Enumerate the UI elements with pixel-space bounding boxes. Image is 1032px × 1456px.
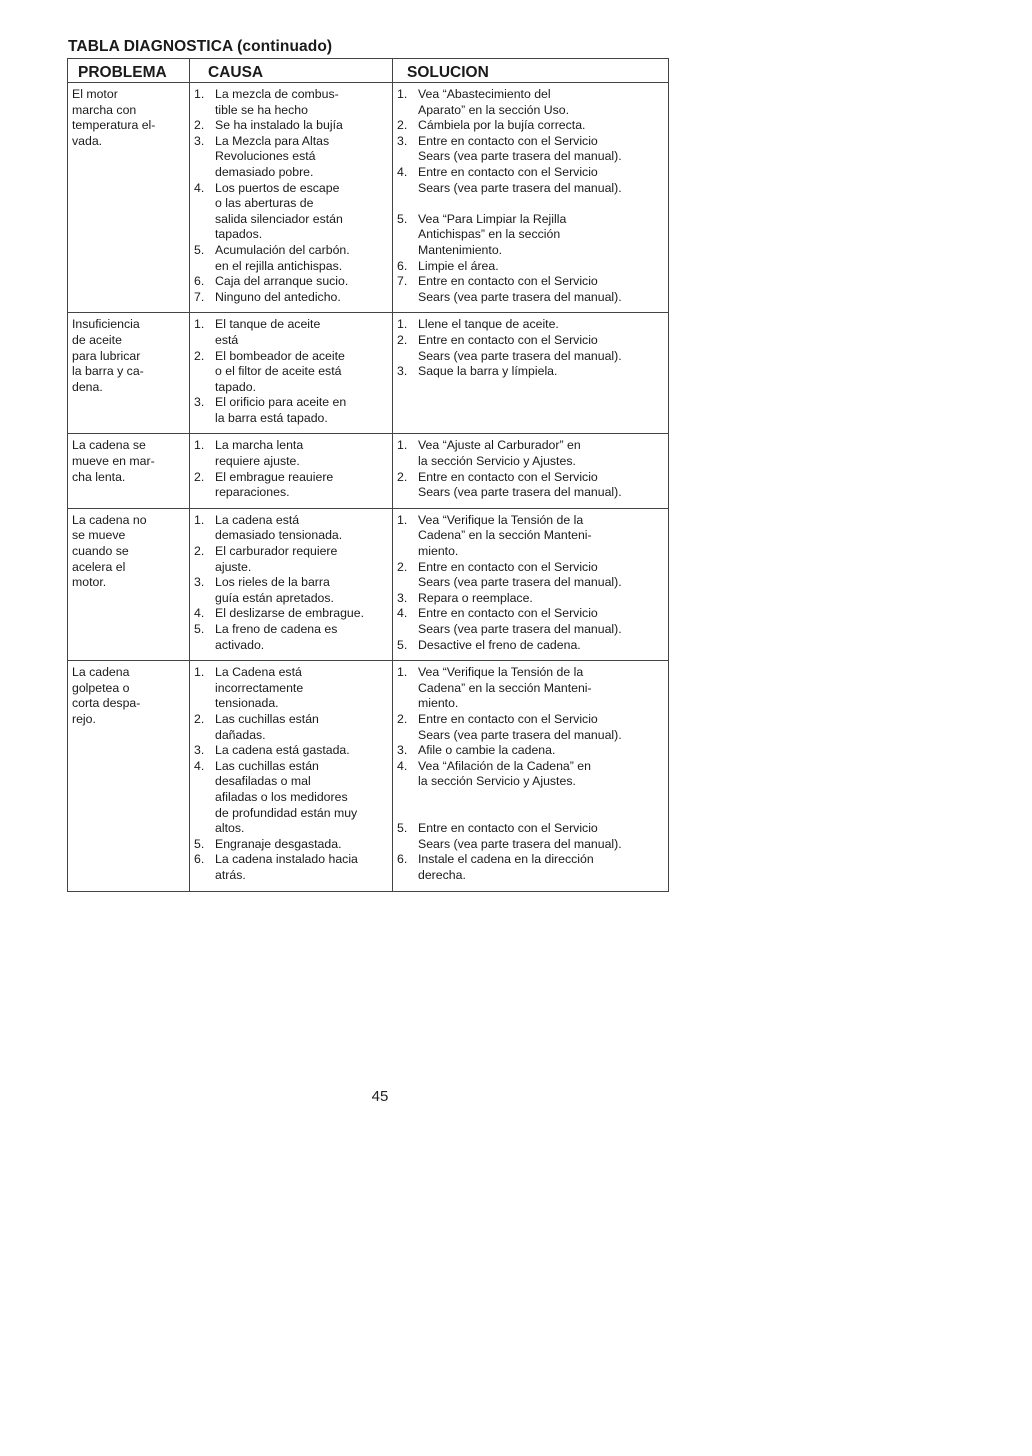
item-number: 1. — [194, 665, 205, 680]
solution-item — [397, 274, 665, 305]
item-number: 2. — [397, 118, 408, 133]
solution-item — [397, 438, 665, 469]
table-row — [68, 661, 669, 891]
item-text: Entre en contacto con el Servicio Sears (vea parte trasera del manual). — [418, 274, 622, 304]
item-text: Saque la barra y límpiela. — [418, 364, 558, 379]
item-number: 2. — [194, 118, 205, 133]
item-text: La cadena instalado hacia atrás. — [215, 852, 358, 882]
cause-list — [194, 513, 389, 653]
item-text: El deslizarse de embrague. — [215, 606, 365, 621]
solution-item — [397, 212, 665, 259]
cause-item — [194, 513, 389, 544]
item-text: La Cadena está incorrectamente tensionada. — [215, 665, 304, 711]
solution-item — [397, 134, 665, 165]
item-number: 1. — [397, 438, 408, 453]
solution-item — [397, 712, 665, 743]
item-number: 2. — [194, 544, 205, 559]
solution-item — [397, 259, 665, 275]
item-text: Vea “Verifique la Tensión de la Cadena” en la sección Manteni- miento. — [418, 512, 592, 559]
cause-item — [194, 118, 389, 134]
item-text: Desactive el freno de cadena. — [418, 637, 581, 652]
solution-list — [397, 317, 665, 379]
item-number: 1. — [397, 87, 408, 101]
solution-item — [397, 333, 665, 364]
table-body — [68, 83, 669, 892]
cause-item — [194, 87, 389, 118]
solution-cell — [393, 313, 669, 434]
cause-item — [194, 395, 389, 426]
item-number: 4. — [397, 758, 408, 773]
item-number: 1. — [194, 87, 205, 101]
page-number: 45 — [371, 1088, 389, 1105]
cause-item — [194, 622, 389, 653]
cause-cell — [190, 508, 393, 660]
item-number: 3. — [194, 743, 205, 758]
item-text: El bombeador de aceite o el filtor de aceite está tapado. — [215, 348, 345, 394]
item-text: Repara o reemplace. — [418, 590, 533, 605]
item-text: La Mezcla para Altas Revoluciones está demasiado pobre. — [215, 133, 330, 179]
item-number: 7. — [397, 274, 408, 289]
item-text: Vea “Ajuste al Carburador” en la sección Servicio y Ajustes. — [418, 438, 581, 469]
solution-item — [397, 87, 665, 118]
item-text: La cadena está demasiado tensionada. — [215, 512, 343, 543]
solution-item — [397, 591, 665, 607]
solution-item — [397, 638, 665, 654]
problem-cell: La cadena golpetea o corta despa- rejo. — [68, 661, 190, 891]
item-number: 3. — [397, 133, 408, 148]
item-text: Entre en contacto con el Servicio Sears (vea parte trasera del manual). — [418, 711, 622, 742]
problem-cell: La cadena no se mueve cuando se acelera el motor. — [68, 508, 190, 660]
solution-cell — [393, 83, 669, 313]
item-text: La mezcla de combus- tible se ha hecho — [215, 87, 339, 117]
item-text: Cámbiela por la bujía correcta. — [418, 118, 586, 133]
cause-item — [194, 470, 389, 501]
item-text: Entre en contacto con el Servicio Sears (vea parte trasera del manual). — [418, 332, 622, 363]
item-number: 3. — [194, 575, 205, 590]
item-text: El carburador requiere ajuste. — [215, 544, 338, 574]
cause-item — [194, 759, 389, 837]
solution-list — [397, 513, 665, 653]
solution-cell — [393, 508, 669, 660]
item-number: 1. — [397, 317, 408, 332]
item-number: 3. — [194, 395, 205, 410]
item-number: 5. — [194, 242, 205, 257]
item-number: 2. — [397, 559, 408, 574]
item-number: 5. — [194, 836, 205, 851]
item-text: Se ha instalado la bujía — [215, 118, 343, 133]
cause-item — [194, 606, 389, 622]
cause-cell — [190, 83, 393, 313]
cause-item — [194, 544, 389, 575]
item-number: 1. — [194, 317, 205, 332]
item-number: 6. — [397, 852, 408, 867]
item-number: 2. — [397, 469, 408, 484]
item-number: 5. — [397, 821, 408, 836]
solution-list — [397, 665, 665, 883]
item-number: 1. — [194, 438, 205, 453]
solution-item — [397, 560, 665, 591]
item-number: 3. — [194, 133, 205, 148]
cause-cell — [190, 434, 393, 508]
header-cause: CAUSA — [190, 59, 393, 83]
solution-item — [397, 665, 665, 712]
item-number: 4. — [397, 606, 408, 621]
solution-item — [397, 852, 665, 883]
cause-cell — [190, 661, 393, 891]
solution-cell — [393, 434, 669, 508]
cause-cell — [190, 313, 393, 434]
item-text: El tanque de aceite está — [215, 317, 321, 347]
item-text: El embrague reauiere reparaciones. — [215, 469, 334, 500]
table-header-row — [68, 59, 669, 83]
item-text: Vea “Para Limpiar la Rejilla Antichispas” en la sección Mantenimiento. — [418, 211, 567, 257]
item-text: La cadena está gastada. — [215, 743, 350, 758]
table-row — [68, 313, 669, 434]
item-text: Entre en contacto con el Servicio Sears (vea parte trasera del manual). — [418, 133, 622, 164]
item-text: Vea “Verifique la Tensión de la Cadena” en la sección Manteni- miento. — [418, 665, 592, 711]
item-text: Vea “Abastecimiento del Aparato” en la sección Uso. — [418, 87, 570, 117]
item-number: 3. — [397, 364, 408, 379]
solution-item — [397, 759, 665, 821]
solution-item — [397, 118, 665, 134]
page-title: TABLA DIAGNOSTICA (continuado) — [68, 38, 333, 55]
solution-item — [397, 470, 665, 501]
cause-list — [194, 438, 389, 500]
cause-item — [194, 575, 389, 606]
solution-item — [397, 165, 665, 212]
header-solution: SOLUCION — [393, 59, 669, 83]
table-row — [68, 434, 669, 508]
cause-list — [194, 87, 389, 305]
item-text: Caja del arranque sucio. — [215, 274, 349, 289]
item-text: Las cuchillas están desafiladas o mal afiladas o los medidores de profundidad están muy altos. — [215, 758, 358, 836]
item-number: 2. — [194, 711, 205, 726]
item-text: Llene el tanque de aceite. — [418, 317, 559, 332]
item-number: 4. — [397, 164, 408, 179]
item-number: 6. — [194, 852, 205, 867]
cause-item — [194, 181, 389, 243]
cause-item — [194, 134, 389, 181]
solution-item — [397, 606, 665, 637]
item-text: Engranaje desgastada. — [215, 836, 342, 851]
header-problem: PROBLEMA — [68, 59, 190, 83]
cause-item — [194, 743, 389, 759]
item-number: 6. — [397, 258, 408, 273]
cause-item — [194, 290, 389, 306]
item-number: 5. — [397, 637, 408, 652]
item-text: Entre en contacto con el Servicio Sears (vea parte trasera del manual). — [418, 164, 622, 195]
item-text: Entre en contacto con el Servicio Sears (vea parte trasera del manual). — [418, 606, 622, 636]
cause-list — [194, 665, 389, 883]
item-number: 1. — [194, 512, 205, 527]
cause-item — [194, 852, 389, 883]
item-number: 1. — [397, 512, 408, 527]
item-text: Los puertos de escape o las aberturas de salida silenciador están tapados. — [215, 180, 343, 242]
item-text: Vea “Afilación de la Cadena” en la sección Servicio y Ajustes. — [418, 758, 591, 789]
item-number: 4. — [194, 180, 205, 195]
solution-item — [397, 743, 665, 759]
item-text: Las cuchillas están dañadas. — [215, 711, 319, 742]
item-number: 4. — [194, 606, 205, 621]
item-text: Limpie el área. — [418, 258, 499, 273]
item-number: 2. — [397, 332, 408, 347]
solution-item — [397, 513, 665, 560]
item-number: 5. — [194, 622, 205, 636]
cause-item — [194, 243, 389, 274]
cause-item — [194, 349, 389, 396]
cause-item — [194, 317, 389, 348]
item-number: 1. — [397, 665, 408, 680]
cause-item — [194, 837, 389, 853]
table-row — [68, 83, 669, 313]
item-number: 2. — [194, 348, 205, 363]
item-number: 3. — [397, 743, 408, 758]
cause-item — [194, 274, 389, 290]
item-number: 3. — [397, 590, 408, 605]
solution-list — [397, 87, 665, 305]
item-text: La marcha lenta requiere ajuste. — [215, 438, 304, 469]
item-number: 7. — [194, 289, 205, 304]
solution-cell — [393, 661, 669, 891]
cause-item — [194, 438, 389, 469]
item-text: Entre en contacto con el Servicio Sears (vea parte trasera del manual). — [418, 469, 622, 500]
item-text: Entre en contacto con el Servicio Sears (vea parte trasera del manual). — [418, 559, 622, 590]
item-text: La freno de cadena es activado. — [215, 622, 338, 652]
cause-item — [194, 712, 389, 743]
item-number: 5. — [397, 211, 408, 226]
item-text: El orificio para aceite en la barra está tapado. — [215, 395, 347, 425]
solution-item — [397, 364, 665, 380]
table-row — [68, 508, 669, 660]
problem-cell: El motor marcha con temperatura el- vada. — [68, 83, 190, 313]
item-number: 2. — [194, 469, 205, 484]
item-text: Acumulación del carbón. en el rejilla antichispas. — [215, 242, 350, 273]
diagnostic-table — [67, 58, 669, 892]
item-number: 6. — [194, 274, 205, 289]
item-text: Ninguno del antedicho. — [215, 289, 341, 304]
item-text: Instale el cadena en la dirección derecha. — [418, 852, 594, 882]
item-number: 2. — [397, 711, 408, 726]
item-text: Afile o cambie la cadena. — [418, 743, 556, 758]
problem-cell: La cadena se mueve en mar- cha lenta. — [68, 434, 190, 508]
cause-item — [194, 665, 389, 712]
solution-list — [397, 438, 665, 500]
solution-item — [397, 821, 665, 852]
cause-list — [194, 317, 389, 426]
item-text: Los rieles de la barra guía están apretados. — [215, 575, 334, 605]
item-text: Entre en contacto con el Servicio Sears (vea parte trasera del manual). — [418, 821, 622, 851]
item-number: 4. — [194, 758, 205, 773]
solution-item — [397, 317, 665, 333]
problem-cell: Insuficiencia de aceite para lubricar la barra y ca- dena. — [68, 313, 190, 434]
